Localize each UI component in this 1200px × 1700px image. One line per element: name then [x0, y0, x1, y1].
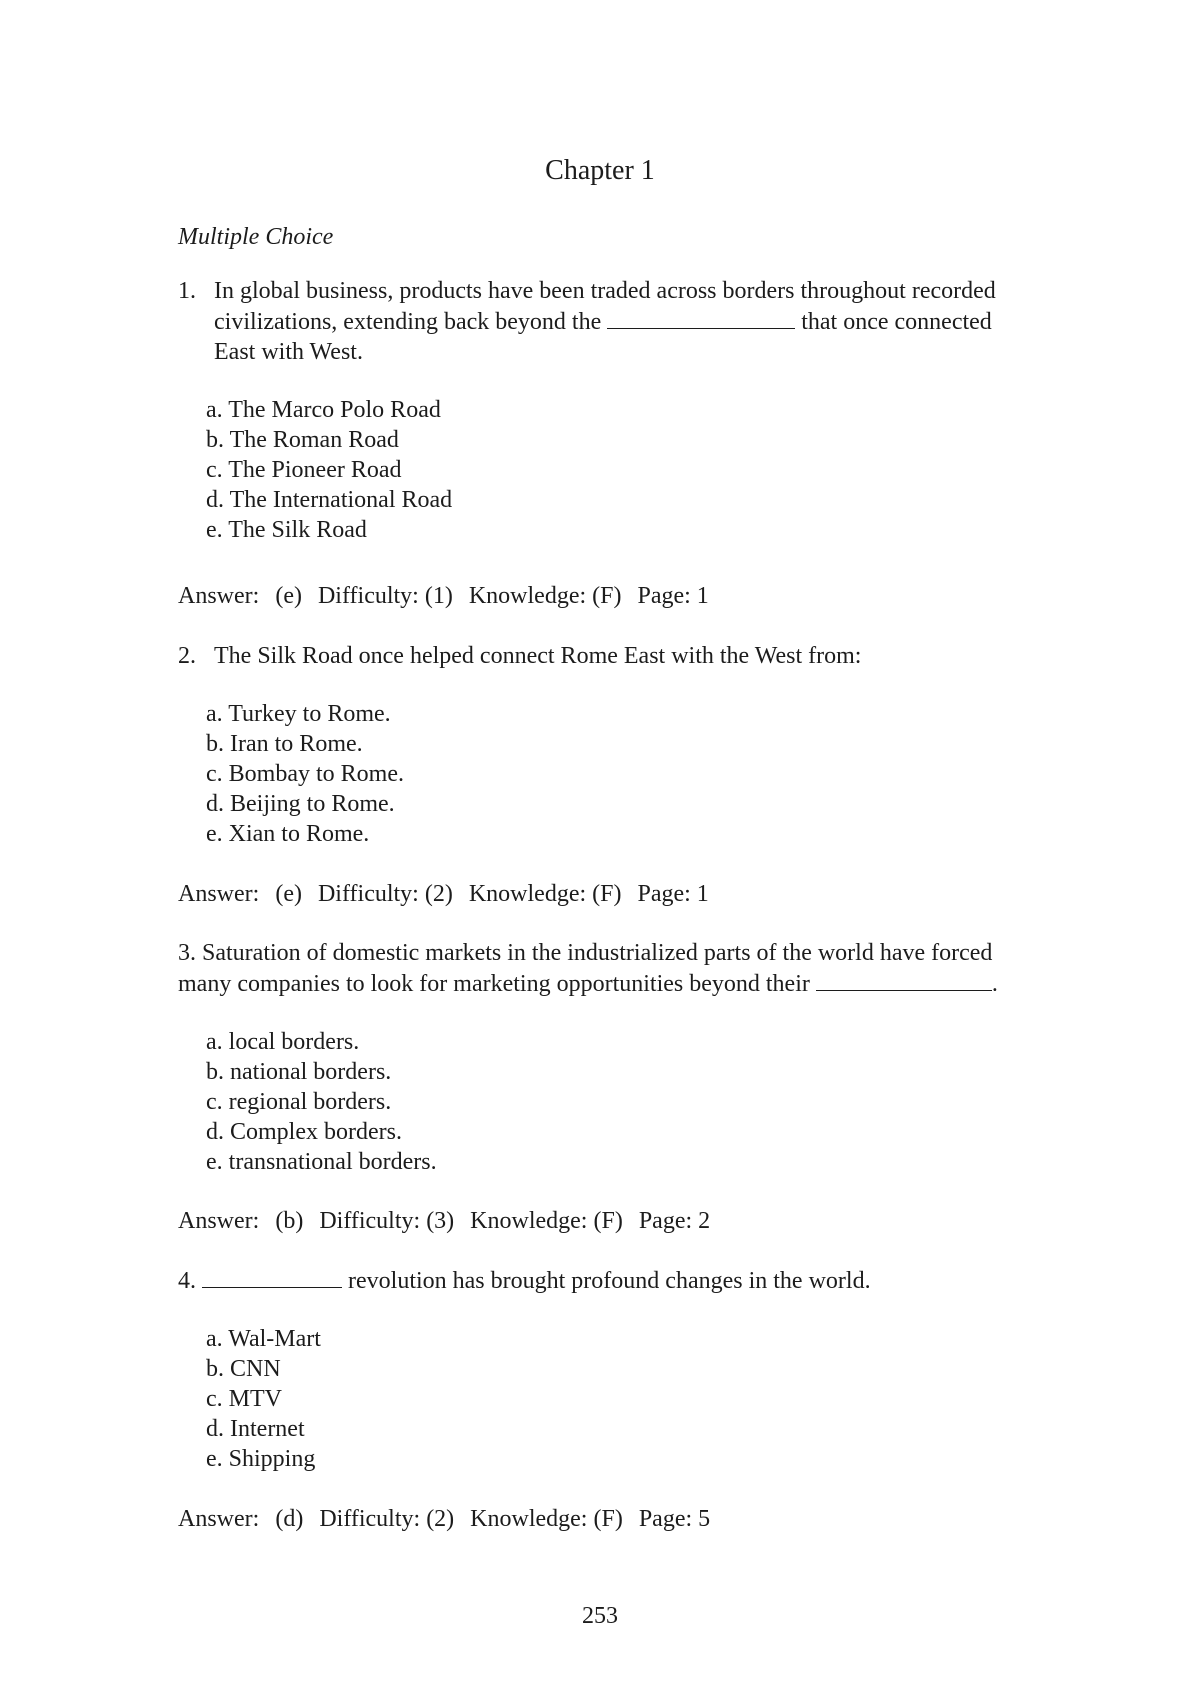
knowledge: Knowledge: (F) — [468, 881, 622, 907]
difficulty: Difficulty: (2) — [317, 881, 453, 907]
question-1 — [178, 276, 998, 545]
difficulty: Difficulty: (1) — [317, 583, 453, 609]
question-4 — [178, 1265, 998, 1474]
difficulty: Difficulty: (3) — [319, 1208, 455, 1234]
source-page: Page: 1 — [637, 583, 709, 609]
chapter-title: Chapter 1 — [545, 155, 655, 186]
option-b: b. CNN — [206, 1356, 281, 1382]
option-list — [206, 699, 998, 849]
question-number: 1. — [178, 278, 196, 304]
question-text: The Silk Road once helped connect Rome East with the West from: — [214, 643, 862, 669]
option-list — [206, 1324, 998, 1474]
question-text-before: Saturation of domestic markets in the industrialized parts of the world have forced many companies to look for marketing opportunities beyond their — [178, 940, 993, 997]
option-c: c. Bombay to Rome. — [206, 761, 404, 787]
answer-value: (e) — [275, 881, 302, 907]
question-stem — [178, 276, 998, 367]
option-e: e. transnational borders. — [206, 1149, 437, 1175]
question-text — [214, 276, 998, 367]
question-number: 4. — [178, 1268, 196, 1294]
answer-label: Answer: — [178, 583, 260, 609]
option-d: d. Complex borders. — [206, 1119, 402, 1145]
option-e: e. Shipping — [206, 1446, 316, 1472]
question-2 — [178, 641, 998, 849]
question-3 — [178, 938, 998, 1177]
option-list — [206, 1027, 998, 1177]
option-c: c. MTV — [206, 1386, 282, 1412]
question-stem — [178, 1265, 998, 1296]
option-d: d. Internet — [206, 1416, 305, 1442]
source-page: Page: 1 — [637, 881, 709, 907]
fill-in-blank — [816, 968, 992, 991]
answer-value: (d) — [275, 1506, 304, 1532]
option-a: a. The Marco Polo Road — [206, 397, 441, 423]
question-text-before: In global business, products have been traded across borders throughout recorded civilizations, extending back beyond the — [214, 278, 996, 335]
source-page: Page: 5 — [638, 1506, 711, 1532]
question-stem — [178, 641, 998, 671]
knowledge: Knowledge: (F) — [468, 583, 622, 609]
fill-in-blank — [607, 306, 795, 329]
option-a: a. local borders. — [206, 1029, 360, 1055]
option-e: e. Xian to Rome. — [206, 821, 370, 847]
option-c: c. regional borders. — [206, 1089, 392, 1115]
knowledge: Knowledge: (F) — [470, 1208, 623, 1234]
section-title: Multiple Choice — [178, 224, 334, 250]
answer-line-2 — [178, 879, 719, 909]
question-text-after: . — [991, 971, 998, 997]
knowledge: Knowledge: (F) — [470, 1506, 623, 1532]
page-number: 253 — [582, 1603, 618, 1629]
option-a: a. Turkey to Rome. — [206, 701, 391, 727]
answer-value: (e) — [275, 583, 302, 609]
option-b: b. national borders. — [206, 1059, 392, 1085]
difficulty: Difficulty: (2) — [319, 1506, 455, 1532]
option-e: e. The Silk Road — [206, 517, 367, 543]
answer-label: Answer: — [178, 881, 260, 907]
answer-line-4 — [178, 1504, 720, 1534]
question-stem — [178, 938, 998, 999]
answer-value: (b) — [275, 1208, 304, 1234]
answer-label: Answer: — [178, 1506, 260, 1532]
question-number: 2. — [178, 643, 196, 669]
question-number: 3. — [178, 940, 196, 966]
option-list — [206, 395, 998, 545]
answer-line-1 — [178, 581, 719, 611]
fill-in-blank — [202, 1265, 342, 1288]
option-c: c. The Pioneer Road — [206, 457, 402, 483]
question-text-after: that once connected East with West. — [214, 309, 992, 365]
option-b: b. The Roman Road — [206, 427, 399, 453]
source-page: Page: 2 — [638, 1208, 711, 1234]
option-d: d. Beijing to Rome. — [206, 791, 395, 817]
answer-label: Answer: — [178, 1208, 260, 1234]
question-text-after: revolution has brought profound changes in the world. — [348, 1268, 871, 1294]
option-d: d. The International Road — [206, 487, 453, 513]
answer-line-3 — [178, 1206, 720, 1236]
option-a: a. Wal-Mart — [206, 1326, 321, 1352]
option-b: b. Iran to Rome. — [206, 731, 363, 757]
